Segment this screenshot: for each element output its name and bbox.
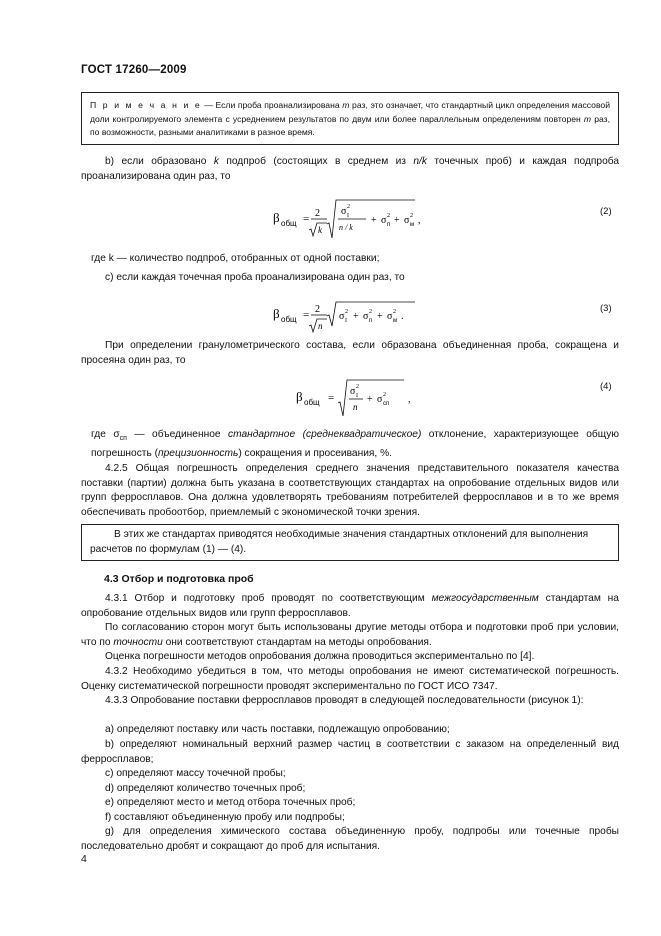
svg-text:п: п	[387, 222, 391, 228]
svg-text:2: 2	[393, 309, 396, 315]
svg-text:σ: σ	[363, 311, 369, 322]
svg-text:2: 2	[315, 208, 320, 219]
svg-text:2: 2	[315, 304, 320, 315]
equation-3	[265, 296, 435, 336]
svg-text:σ: σ	[377, 394, 383, 405]
list-item: a) определяют поставку или часть поставки, подлежащую опробованию;	[105, 724, 450, 735]
paragraph-estimate: Оценка погрешности методов опробования должна проводиться экспериментально по [4].	[105, 651, 535, 662]
section-heading: 4.3 Отбор и подготовка проб	[104, 573, 254, 585]
equation-number: (4)	[600, 381, 612, 392]
standards-note-box: В этих же стандартах приводятся необходимые значения стандартных отклонений для выполнения расчетов по формулам (1) — (4).	[81, 524, 619, 561]
svg-text:n: n	[318, 321, 323, 331]
svg-text:,: ,	[418, 215, 421, 226]
svg-text:σ: σ	[404, 215, 410, 226]
svg-text:n / k: n / k	[339, 223, 353, 232]
svg-text:σ: σ	[381, 215, 387, 226]
svg-text:σ: σ	[387, 311, 393, 322]
svg-text:м: м	[410, 222, 415, 228]
svg-text:=: =	[303, 213, 310, 225]
svg-text:общ: общ	[281, 315, 297, 324]
svg-text:β: β	[296, 389, 303, 404]
where-sigma-sp-text: где $\sigma_{сп}$ — объединенное стандартное (среднеквадратическое) отклонение, характеризующее общую погрешность (прецизионность) сокращения и просеивания, %.	[91, 429, 619, 459]
page-number: 4	[81, 853, 87, 865]
svg-text:I: I	[347, 213, 349, 219]
paragraph-c: с) если каждая точечная проба проанализирована один раз, то	[105, 272, 405, 283]
svg-text:σ: σ	[341, 206, 347, 217]
paragraph-agreement: По согласованию сторон могут быть использованы другие методы отбора и подготовки проб при условии, что по точности они соответствуют стандартам на методы опробования.	[81, 622, 619, 648]
svg-text:2: 2	[356, 384, 359, 390]
document-header: ГОСТ 17260—2009	[81, 64, 187, 76]
svg-text:+: +	[353, 311, 359, 322]
svg-text:2: 2	[383, 392, 386, 398]
svg-text:м: м	[393, 318, 398, 324]
equation-number: (2)	[600, 206, 612, 217]
paragraph-4-3-1: 4.3.1 Отбор и подготовку проб проводят по соответствующим межгосударственным стандартам на опробование отдельных видов или групп ферросплавов.	[81, 593, 619, 619]
equation-2	[265, 196, 435, 240]
svg-text:.: .	[401, 311, 404, 322]
list-item: b) определяют номинальный верхний размер частиц в соответствии с заказом на определенный вид ферросплавов;	[81, 739, 619, 765]
svg-text:+: +	[377, 311, 383, 322]
list-item: e) определяют место и метод отбора точечных проб;	[105, 797, 356, 808]
paragraph-4-2-5: 4.2.5 Общая погрешность определения среднего значения представительного показателя качества поставки (партии) должна быть указана в соответствующих стандартах на опробование отдельных видов или групп ферросплавов. Она должна удовлетворять требованиям потребителей ферросплавов и в то же время обеспечивать пробоотбор, приемлемый с экономической точки зрения.	[81, 463, 619, 518]
list-item: g) для определения химического состава объединенную пробу, подпробы или точечные пробы последовательно дробят и сокращают до проб для испытания.	[81, 826, 619, 852]
svg-text:σ: σ	[339, 311, 345, 322]
paragraph-granulometric: При определении гранулометрического состава, если образована объединенная проба, сокращена и просеяна один раз, то	[81, 340, 619, 366]
note-box: П р и м е ч а н и е — Если проба проанализирована m раз, это означает, что стандартный цикл определения массовой доли контролируемого элемента с усреднением результатов по двум или более параллельным определениям повторен m раз, по возможности, разными аналитиками в разное время.	[81, 92, 619, 145]
svg-text:I: I	[345, 318, 347, 324]
paragraph-4-3-3: 4.3.3 Опробование поставки ферросплавов проводят в следующей последовательности (рисунок 1):	[105, 695, 584, 706]
svg-text:2: 2	[347, 204, 350, 210]
svg-text:=: =	[303, 309, 310, 321]
svg-text:=: =	[328, 392, 335, 404]
note-label: П р и м е ч а н и е	[90, 100, 202, 110]
svg-text:+: +	[394, 215, 400, 226]
svg-text:+: +	[367, 394, 373, 405]
svg-text:,: ,	[408, 394, 411, 405]
svg-text:сп: сп	[383, 401, 390, 407]
svg-text:2: 2	[410, 213, 413, 219]
svg-text:+: +	[371, 215, 377, 226]
svg-text:общ: общ	[281, 219, 297, 228]
list-item: f) составляют объединенную пробу или подпробы;	[105, 812, 345, 823]
svg-text:2: 2	[387, 213, 390, 219]
paragraph-4-3-2: 4.3.2 Необходимо убедиться в том, что методы опробования не имеют систематической погрешность. Оценку систематической погрешности проводят экспериментально по ГОСТ ИСО 7347.	[81, 666, 619, 692]
svg-text:общ: общ	[304, 398, 320, 407]
equation-number: (3)	[600, 303, 612, 314]
paragraph-b: b) если образовано k подпроб (состоящих в среднем из n/k точечных проб) и каждая подпроба проанализирована один раз, то	[81, 156, 620, 182]
svg-text:2: 2	[345, 309, 348, 315]
svg-text:n: n	[353, 402, 358, 412]
list-item: c) определяют массу точечной пробы;	[105, 768, 286, 779]
beta-symbol: β	[273, 210, 280, 225]
svg-text:2: 2	[369, 309, 372, 315]
svg-text:σ: σ	[350, 386, 356, 397]
svg-text:п: п	[369, 318, 373, 324]
svg-text:k: k	[318, 225, 322, 235]
svg-text:I: I	[356, 393, 358, 399]
svg-text:β: β	[273, 306, 280, 321]
equation-4	[290, 374, 430, 418]
where-k-text: где k — количество подпроб, отобранных от одной поставки;	[91, 253, 380, 264]
list-item: d) определяют количество точечных проб;	[105, 783, 306, 794]
